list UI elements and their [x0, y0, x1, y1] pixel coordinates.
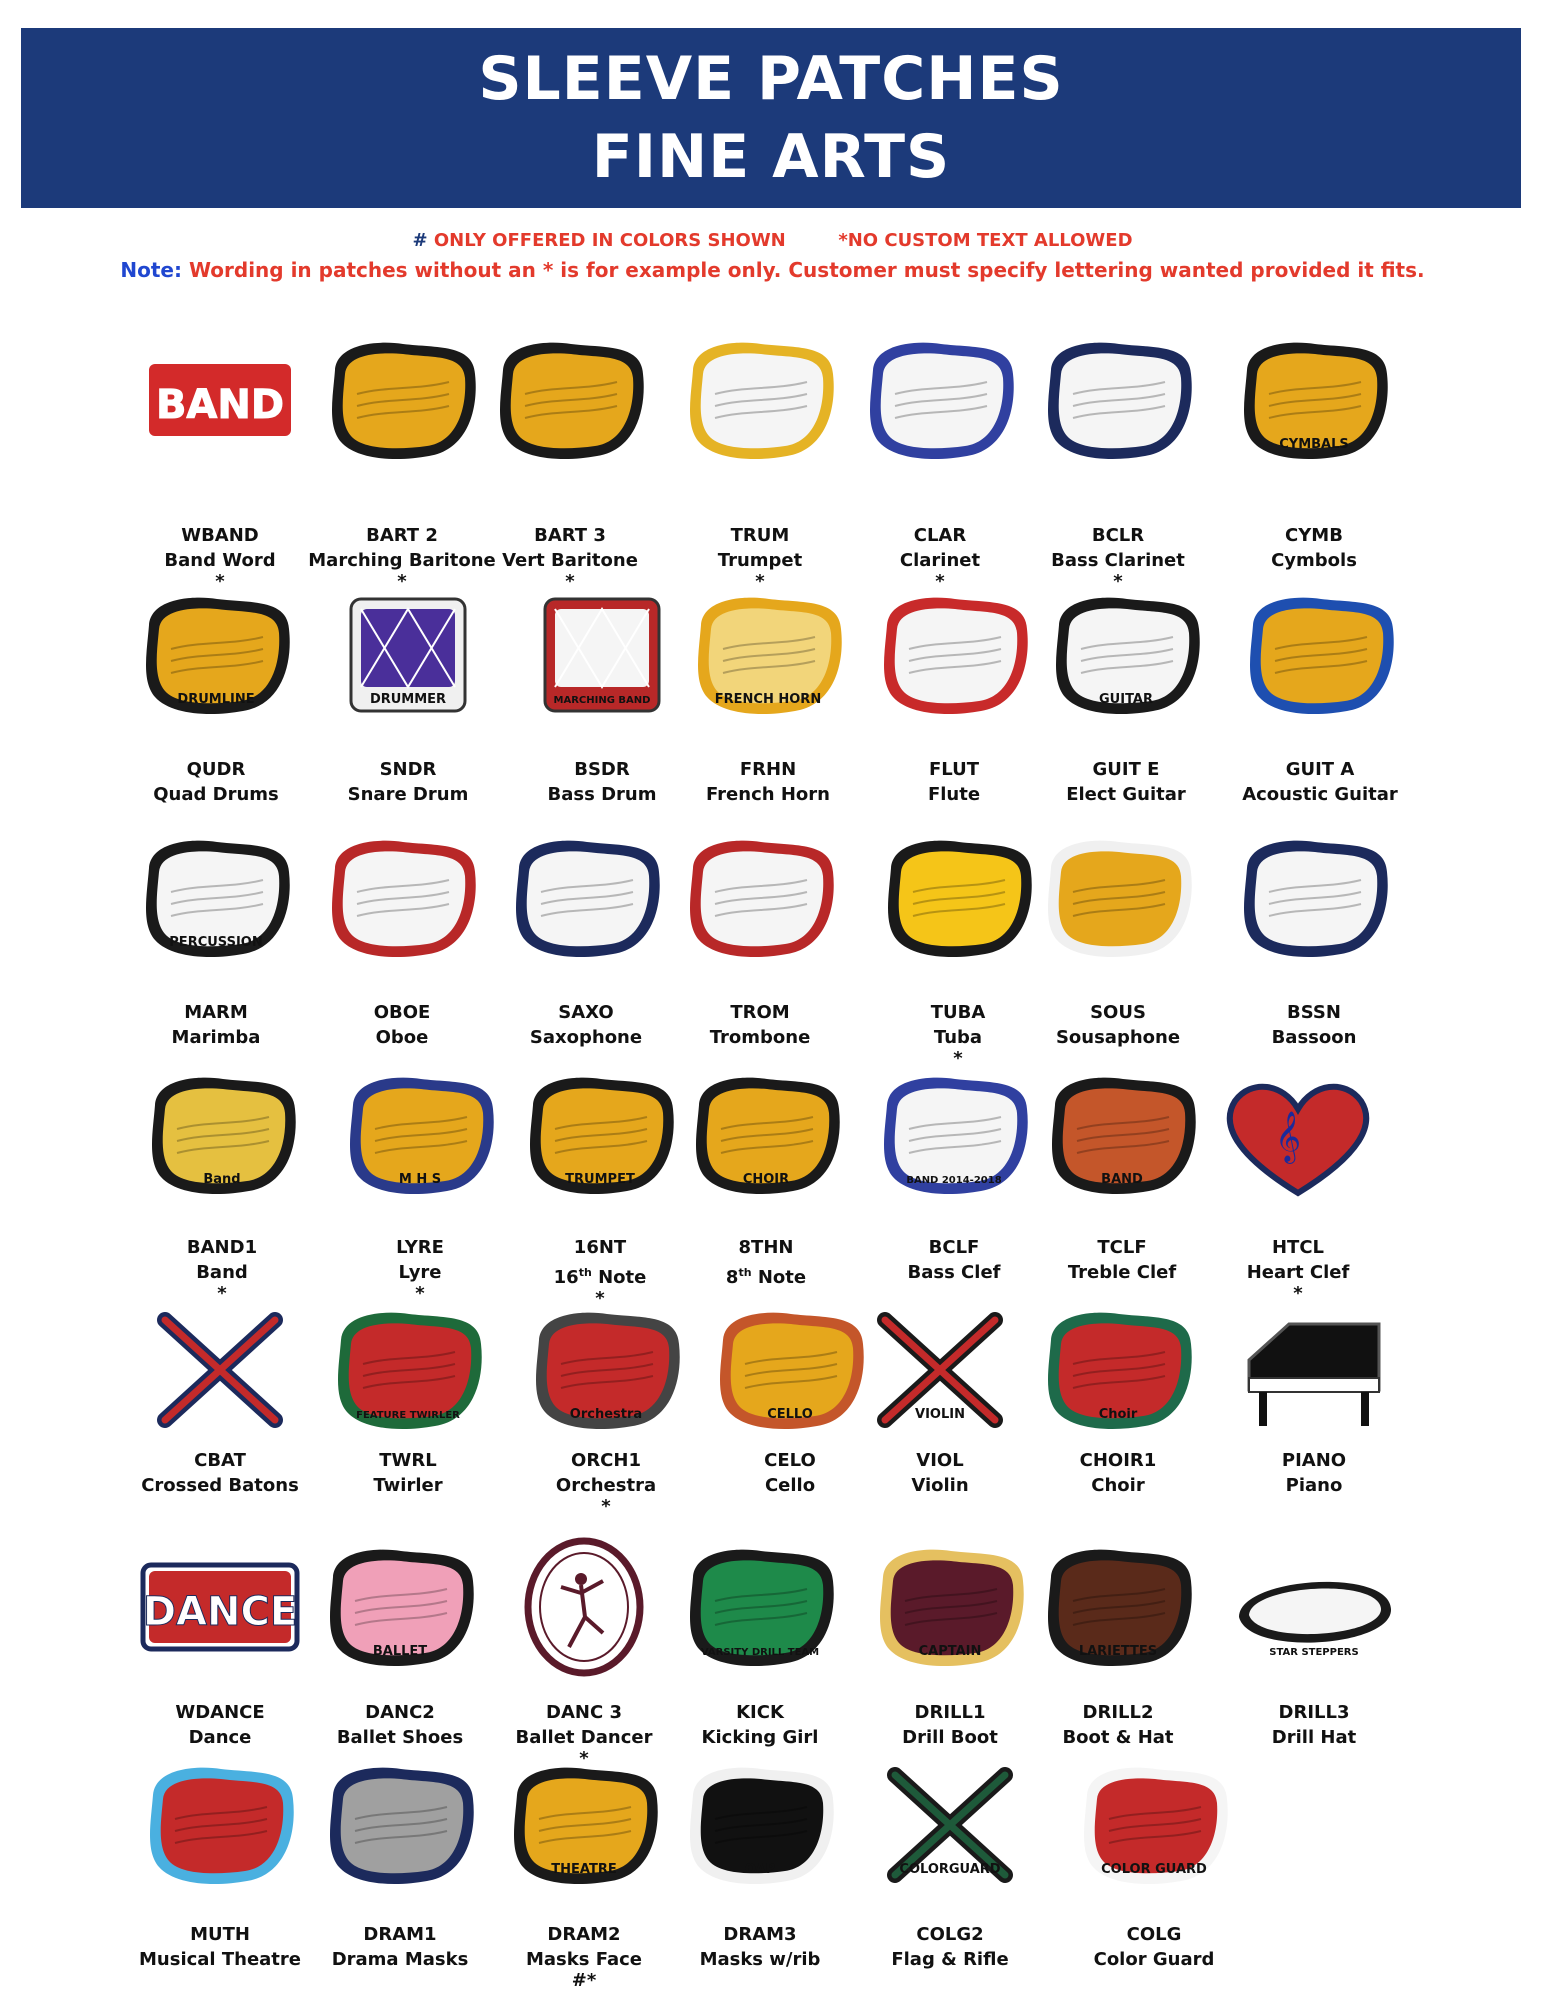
drill-hat-icon	[1229, 1537, 1399, 1677]
masks-face-icon	[499, 1755, 669, 1895]
patch-code: DANC 3	[546, 1702, 622, 1723]
patch-image-bsdr	[517, 585, 687, 725]
patch-caption	[854, 757, 1054, 825]
patch-caption	[1214, 1000, 1414, 1068]
patch-label: COLOR GUARD	[1101, 1862, 1207, 1877]
patch-code: DRILL1	[914, 1702, 986, 1723]
patch-name: Marching Baritone	[308, 550, 496, 571]
patch-code: BCLF	[928, 1237, 980, 1258]
patch-name: Drill Boot	[902, 1727, 998, 1748]
boot-hat-icon	[1033, 1537, 1203, 1677]
patch-image-viol	[855, 1300, 1025, 1440]
patch-label: CHOIR	[742, 1172, 790, 1187]
patch-name: Saxophone	[529, 1027, 643, 1048]
patch-name: Cello	[764, 1475, 816, 1496]
patch-code: CHOIR1	[1079, 1450, 1157, 1471]
patch-name: Choir	[1091, 1475, 1145, 1496]
patch-restriction-mark	[1214, 1750, 1414, 1768]
patch-caption	[116, 1000, 316, 1068]
patch-image-sndr	[323, 585, 493, 725]
patch-code: LYRE	[396, 1237, 444, 1258]
patch-caption	[840, 523, 1040, 591]
lyre-icon	[335, 1065, 505, 1205]
patch-code: OBOE	[373, 1002, 431, 1023]
flute-icon	[869, 585, 1039, 725]
patch-label: TRUMPET	[565, 1172, 635, 1187]
patch-code: DRAM2	[547, 1924, 621, 1945]
patch-code: BCLR	[1091, 525, 1145, 546]
patch-restriction-mark	[308, 1498, 508, 1516]
patch-name: French Horn	[706, 784, 830, 805]
patch-code: TWRL	[379, 1450, 437, 1471]
patch-code: BART 2	[366, 525, 438, 546]
patch-code: SOUS	[1090, 1002, 1146, 1023]
patch-name: Cymbols	[1271, 550, 1357, 571]
patch-code: TCLF	[1097, 1237, 1147, 1258]
patch-code: WBAND	[181, 525, 259, 546]
vert-baritone-icon	[485, 330, 655, 470]
patch-code: TRUM	[730, 525, 790, 546]
patch-caption	[660, 1000, 860, 1068]
patch-image-bssn	[1229, 828, 1399, 968]
patch-caption	[320, 1235, 520, 1303]
french-horn-icon	[683, 585, 853, 725]
patch-caption	[300, 1922, 500, 1990]
patch-restriction-mark	[120, 1972, 320, 1990]
patch-image-sous	[1033, 828, 1203, 968]
patch-image-guit-a	[1235, 585, 1405, 725]
patch-label: STAR STEPPERS	[1269, 1647, 1359, 1658]
patch-label: LARIETTES	[1078, 1644, 1158, 1659]
patch-label: BAND	[155, 382, 285, 428]
patch-image-tuba	[873, 828, 1043, 968]
choir-icon	[1033, 1300, 1203, 1440]
patch-name: Tuba	[933, 1027, 983, 1048]
patch-image-16nt	[515, 1065, 685, 1205]
patch-name: Piano	[1285, 1475, 1343, 1496]
saxophone-icon	[501, 828, 671, 968]
patch-image-dram3	[675, 1755, 845, 1895]
clarinet-icon	[855, 330, 1025, 470]
patch-label: BALLET	[372, 1644, 428, 1659]
patch-image-muth	[135, 1755, 305, 1895]
eighth-note-icon	[681, 1065, 851, 1205]
patch-caption	[302, 1000, 502, 1068]
patch-restriction-mark: #*	[571, 1970, 597, 1991]
patch-code: TUBA	[930, 1002, 986, 1023]
patch-caption	[470, 523, 670, 591]
patch-image-dram1	[315, 1755, 485, 1895]
patch-restriction-mark: *	[1293, 1283, 1303, 1304]
patch-caption	[486, 1000, 686, 1068]
title-banner	[21, 28, 1521, 208]
patch-restriction-mark: *	[565, 571, 575, 592]
patch-code: ORCH1	[571, 1450, 641, 1471]
patch-caption	[850, 1922, 1050, 1990]
patch-name: Lyre	[398, 1262, 442, 1283]
note-text: Wording in patches without an * is for example only. Customer must specify lettering wanted provided it fits.	[188, 258, 1425, 282]
patch-restriction-mark	[840, 1498, 1040, 1516]
title-line-2: FINE ARTS	[591, 122, 951, 192]
patch-caption	[1220, 757, 1420, 825]
patch-code: COLG	[1126, 1924, 1182, 1945]
patch-label: OAP	[744, 1862, 776, 1877]
patch-image-bart-2	[317, 330, 487, 470]
drill-boot-icon	[865, 1537, 1035, 1677]
patch-name: Dance	[188, 1727, 252, 1748]
patch-code: COLG2	[916, 1924, 984, 1945]
patch-label: MARCHING BAND	[553, 695, 651, 706]
patch-code: SAXO	[558, 1002, 614, 1023]
patch-name: Crossed Batons	[141, 1475, 299, 1496]
patch-name: Drama Masks	[331, 1949, 469, 1970]
patch-image-drill1	[865, 1537, 1035, 1677]
patch-name: Ballet Dancer	[515, 1727, 653, 1748]
sixteenth-note-icon	[515, 1065, 685, 1205]
patch-image-celo	[705, 1300, 875, 1440]
patch-label: CAPTAIN	[918, 1644, 982, 1659]
patch-image-orch1	[521, 1300, 691, 1440]
patch-restriction-mark	[1220, 807, 1420, 825]
patch-caption	[120, 523, 320, 591]
patch-restriction-mark	[668, 807, 868, 825]
marimba-icon	[131, 828, 301, 968]
patch-code: CBAT	[194, 1450, 246, 1471]
patch-caption	[1214, 523, 1414, 591]
patch-restriction-mark	[1018, 1498, 1218, 1516]
patch-code: BSDR	[574, 759, 630, 780]
patch-name: Sousaphone	[1055, 1027, 1181, 1048]
trumpet-icon	[675, 330, 845, 470]
patch-name: Vert Baritone	[502, 550, 638, 571]
patch-caption	[484, 1922, 684, 1990]
patch-caption	[122, 1235, 322, 1303]
patch-image-wdance	[135, 1537, 305, 1677]
patch-name: Bassoon	[1271, 1027, 1357, 1048]
patch-name: Treble Clef	[1067, 1262, 1177, 1283]
patch-restriction-mark	[116, 807, 316, 825]
patch-caption	[660, 523, 860, 591]
patch-code: CELO	[764, 1450, 816, 1471]
orchestra-icon	[521, 1300, 691, 1440]
patch-restriction-mark: *	[217, 1283, 227, 1304]
patch-name: Violin	[911, 1475, 969, 1496]
patch-image-cbat	[135, 1300, 305, 1440]
patch-label: Choir	[1098, 1407, 1138, 1422]
patch-image-twrl	[323, 1300, 493, 1440]
patch-name: Masks w/rib	[699, 1949, 821, 1970]
patch-label: COLORGUARD	[899, 1862, 1001, 1877]
patch-name: 16th Note	[553, 1266, 647, 1288]
patch-name: Flag & Rifle	[891, 1949, 1009, 1970]
patch-image-trom	[675, 828, 845, 968]
sousaphone-icon	[1033, 828, 1203, 968]
patch-name: Bass Clef	[907, 1262, 1001, 1283]
patch-name: Musical Theatre	[139, 1949, 301, 1970]
patch-caption	[1018, 523, 1218, 591]
patch-label: FRENCH HORN	[714, 692, 822, 707]
patch-image-choir1	[1033, 1300, 1203, 1440]
treble-clef-icon	[1037, 1065, 1207, 1205]
patch-image-clar	[855, 330, 1025, 470]
patch-code: BART 3	[534, 525, 606, 546]
kicking-girl-icon	[675, 1537, 845, 1677]
crossed-batons-icon	[135, 1300, 305, 1440]
patch-name: Oboe	[375, 1027, 429, 1048]
patch-name: Drill Hat	[1271, 1727, 1357, 1748]
dance-word-icon	[135, 1537, 305, 1677]
patch-name: Snare Drum	[347, 784, 469, 805]
patch-image-lyre	[335, 1065, 505, 1205]
availability-note	[0, 230, 1545, 251]
patch-code: GUIT E	[1092, 759, 1160, 780]
patch-caption	[120, 1448, 320, 1516]
patch-image-qudr	[131, 585, 301, 725]
patch-image-oboe	[317, 828, 487, 968]
patch-caption	[120, 1922, 320, 1990]
patch-image-dram2	[499, 1755, 669, 1895]
patch-code: CLAR	[913, 525, 967, 546]
patch-restriction-mark: *	[415, 1283, 425, 1304]
patch-code: DRILL3	[1278, 1702, 1350, 1723]
patch-label: PERCUSSION	[169, 935, 263, 950]
patch-restriction-mark	[120, 1498, 320, 1516]
quad-drums-icon	[131, 585, 301, 725]
patch-image-colg	[1069, 1755, 1239, 1895]
patch-label: VIOLIN	[915, 1407, 965, 1422]
trombone-icon	[675, 828, 845, 968]
cello-icon	[705, 1300, 875, 1440]
patch-name: Bass Clarinet	[1051, 550, 1185, 571]
patch-caption	[1026, 757, 1226, 825]
colors-only-note: ONLY OFFERED IN COLORS SHOWN	[433, 230, 786, 251]
patch-image-flut	[869, 585, 1039, 725]
patch-name: Twirler	[373, 1475, 443, 1496]
patch-image-wband	[135, 330, 305, 470]
violin-icon	[855, 1300, 1025, 1440]
patch-image-trum	[675, 330, 845, 470]
patch-code: VIOL	[916, 1450, 964, 1471]
note-label: Note:	[120, 258, 182, 282]
patch-name: Flute	[927, 784, 981, 805]
patch-name: Kicking Girl	[701, 1727, 819, 1748]
patch-restriction-mark: *	[397, 571, 407, 592]
patch-caption	[1198, 1235, 1398, 1303]
patch-name: Acoustic Guitar	[1242, 784, 1398, 805]
patch-code: SNDR	[379, 759, 437, 780]
patch-code: FLUT	[928, 759, 980, 780]
patch-label: BAND	[1101, 1172, 1143, 1187]
patch-name: Band Word	[164, 550, 276, 571]
patch-code: DRAM3	[723, 1924, 797, 1945]
patch-name: Elect Guitar	[1066, 784, 1186, 805]
bass-clarinet-icon	[1033, 330, 1203, 470]
patch-label: Orchestra	[569, 1407, 643, 1422]
patch-caption	[1214, 1700, 1414, 1768]
patch-label: GUITAR	[1099, 692, 1153, 707]
patch-restriction-mark: *	[579, 1748, 589, 1769]
patch-restriction-mark	[854, 807, 1054, 825]
patch-code: DRILL2	[1082, 1702, 1154, 1723]
patch-label: VARSITY DRILL TEAM	[700, 1647, 820, 1658]
patch-code: GUIT A	[1285, 759, 1355, 780]
tuba-icon	[873, 828, 1043, 968]
patch-code: WDANCE	[175, 1702, 265, 1723]
patch-caption	[660, 1922, 860, 1990]
patch-image-frhn	[683, 585, 853, 725]
patch-name: Ballet Shoes	[336, 1727, 464, 1748]
heart-clef-icon	[1213, 1065, 1383, 1205]
patch-code: CYMB	[1285, 525, 1343, 546]
patch-name: Trombone	[709, 1027, 811, 1048]
patch-code: MARM	[184, 1002, 248, 1023]
patch-name: Orchestra	[555, 1475, 657, 1496]
patch-code: PIANO	[1281, 1450, 1347, 1471]
patch-restriction-mark	[660, 1972, 860, 1990]
patch-caption	[506, 1448, 706, 1516]
baritone-icon	[317, 330, 487, 470]
patch-code: BAND1	[186, 1237, 258, 1258]
patch-name: Trumpet	[717, 550, 803, 571]
patch-code: HTCL	[1271, 1237, 1325, 1258]
patch-restriction-mark: *	[215, 571, 225, 592]
svg-text:𝄞: 𝄞	[1275, 1111, 1302, 1162]
patch-caption	[1018, 1448, 1218, 1516]
patch-code: FRHN	[739, 759, 797, 780]
patch-restriction-mark: *	[595, 1288, 605, 1309]
patch-code: MUTH	[190, 1924, 250, 1945]
no-custom-note: *NO CUSTOM TEXT ALLOWED	[838, 230, 1133, 251]
patch-restriction-mark	[850, 1972, 1050, 1990]
patch-restriction-mark: *	[953, 1048, 963, 1069]
patch-label: CELLO	[767, 1407, 813, 1422]
patch-label: CYMBALS	[1279, 437, 1349, 452]
patch-code: TROM	[730, 1002, 790, 1023]
patch-image-guit-e	[1041, 585, 1211, 725]
patch-name: Quad Drums	[153, 784, 279, 805]
patch-image-piano	[1229, 1300, 1399, 1440]
musical-theatre-icon	[135, 1755, 305, 1895]
patch-label: BAND 2014-2018	[906, 1175, 1002, 1186]
patch-caption	[308, 757, 508, 825]
flag-rifle-icon	[865, 1755, 1035, 1895]
ballet-shoes-icon	[315, 1537, 485, 1677]
patch-restriction-mark: *	[755, 571, 765, 592]
bass-clef-icon	[869, 1065, 1039, 1205]
patch-label: DRUMMER	[369, 692, 447, 707]
patch-image-danc2	[315, 1537, 485, 1677]
masks-ribbon-icon	[675, 1755, 845, 1895]
acoustic-guitar-icon	[1235, 585, 1405, 725]
patch-name: Color Guard	[1093, 1949, 1215, 1970]
patch-label: DANCE	[142, 1589, 298, 1635]
color-guard-flags-icon	[1069, 1755, 1239, 1895]
patch-image-bart-3	[485, 330, 655, 470]
patch-name: Clarinet	[899, 550, 981, 571]
patch-image-bclr	[1033, 330, 1203, 470]
patch-image-band1	[137, 1065, 307, 1205]
twirler-icon	[323, 1300, 493, 1440]
cymbals-icon	[1229, 330, 1399, 470]
patch-restriction-mark	[300, 1972, 500, 1990]
patch-label: DRUMLINE	[177, 692, 255, 707]
oboe-icon	[317, 828, 487, 968]
patch-code: BSSN	[1287, 1002, 1341, 1023]
drama-masks-icon	[315, 1755, 485, 1895]
band-notes-icon	[137, 1065, 307, 1205]
patch-image-htcl	[1213, 1065, 1383, 1205]
patch-image-8thn	[681, 1065, 851, 1205]
bassoon-icon	[1229, 828, 1399, 968]
patch-code: 8THN	[738, 1237, 794, 1258]
patch-label: Band	[203, 1172, 241, 1187]
patch-caption	[1054, 1922, 1254, 1990]
patch-restriction-mark: *	[601, 1496, 611, 1517]
patch-name: Bass Drum	[547, 784, 657, 805]
patch-label: THEATRE	[551, 1862, 617, 1877]
patch-image-drill3	[1229, 1537, 1399, 1677]
patch-name: Masks Face	[526, 1949, 642, 1970]
patch-restriction-mark	[308, 807, 508, 825]
ballet-dancer-icon	[499, 1537, 669, 1677]
patch-caption	[1214, 1448, 1414, 1516]
patch-name: Heart Clef	[1246, 1262, 1350, 1283]
patch-image-cymb	[1229, 330, 1399, 470]
patch-image-colg2	[865, 1755, 1035, 1895]
patch-label: M H S	[398, 1172, 442, 1187]
patch-label: FEATURE TWIRLER	[356, 1410, 460, 1421]
patch-restriction-mark: *	[935, 571, 945, 592]
patch-caption	[1018, 1000, 1218, 1068]
patch-name: Boot & Hat	[1062, 1727, 1174, 1748]
piano-icon	[1229, 1300, 1399, 1440]
patch-code: 16NT	[573, 1237, 627, 1258]
patch-image-saxo	[501, 828, 671, 968]
patch-code: QUDR	[186, 759, 246, 780]
snare-drum-icon	[323, 585, 493, 725]
patch-image-marm	[131, 828, 301, 968]
patch-code: DANC2	[365, 1702, 435, 1723]
patch-image-kick	[675, 1537, 845, 1677]
patch-caption	[668, 757, 868, 825]
patch-image-bclf	[869, 1065, 1039, 1205]
title-line-1: SLEEVE PATCHES	[478, 44, 1064, 114]
patch-caption	[840, 1448, 1040, 1516]
electric-guitar-icon	[1041, 585, 1211, 725]
patch-name: Marimba	[171, 1027, 261, 1048]
wording-note	[0, 258, 1545, 282]
bass-drum-icon	[517, 585, 687, 725]
patch-restriction-mark: *	[1113, 571, 1123, 592]
hash-symbol: #	[412, 230, 428, 251]
patch-caption	[308, 1448, 508, 1516]
patch-code: KICK	[736, 1702, 784, 1723]
patch-code: DRAM1	[363, 1924, 437, 1945]
patch-image-danc-3	[499, 1537, 669, 1677]
patch-caption	[116, 757, 316, 825]
patch-name: Band	[196, 1262, 248, 1283]
patch-restriction-mark	[1054, 1972, 1254, 1990]
patch-name: 8th Note	[725, 1266, 807, 1288]
patch-caption	[1022, 1235, 1222, 1303]
patch-image-tclf	[1037, 1065, 1207, 1205]
patch-restriction-mark	[1214, 1498, 1414, 1516]
band-word-icon	[135, 330, 305, 470]
patch-restriction-mark	[1026, 807, 1226, 825]
patch-caption	[666, 1235, 866, 1308]
patch-image-drill2	[1033, 1537, 1203, 1677]
